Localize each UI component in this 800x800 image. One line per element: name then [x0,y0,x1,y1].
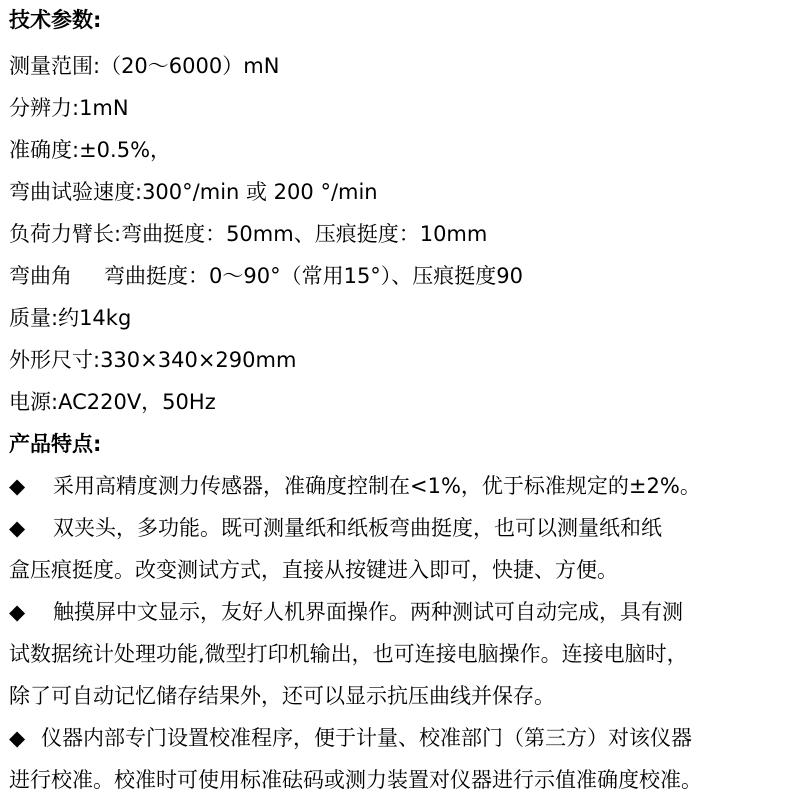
feature-item-1 [9,473,701,499]
feature-2-line-1: 双夹头，多功能。既可测量纸和纸板弯曲挺度，也可以测量纸和纸 [53,516,662,540]
spec-bend-angle [9,263,523,289]
spec-bend-speed: 弯曲试验速度:300°/min 或 200 °/min [9,180,378,204]
feature-3-line-2: 试数据统计处理功能,微型打印机输出，也可连接电脑操作。连接电脑时， [9,642,688,666]
feature-3-line-1: 触摸屏中文显示，友好人机界面操作。两种测试可自动完成，具有测 [53,600,683,624]
feature-3-line-3: 除了可自动记忆储存结果外，还可以显示抗压曲线并保存。 [9,684,555,708]
diamond-bullet-icon: ◆ [9,726,26,750]
spec-power: 电源:AC220V，50Hz [9,390,216,414]
spec-dimensions: 外形尺寸:330×340×290mm [9,348,297,372]
feature-item-2 [9,515,662,541]
spec-accuracy: 准确度:±0.5%， [9,138,172,162]
feature-4-line-1: 仪器内部专门设置校准程序，便于计量、校准部门（第三方）对该仪器 [41,726,692,750]
specs-heading: 技术参数: [9,8,102,32]
feature-item-4 [9,725,692,751]
feature-2-line-2: 盒压痕挺度。改变测试方式，直接从按键进入即可，快捷、方便。 [9,558,618,582]
diamond-bullet-icon: ◆ [9,600,26,624]
spec-bend-angle-label: 弯曲角 [9,264,72,288]
feature-4-line-2: 进行校准。校准时可使用标准砝码或测力装置对仪器进行示值准确度校准。 [9,768,702,792]
feature-item-3 [9,599,683,625]
spec-bend-angle-value: 弯曲挺度：0～90°（常用15°）、压痕挺度90 [104,264,524,288]
diamond-bullet-icon: ◆ [9,474,26,498]
spec-arm-length: 负荷力臂长:弯曲挺度：50mm、压痕挺度：10mm [9,222,488,246]
features-heading: 产品特点: [9,432,102,456]
feature-1-line-1: 采用高精度测力传感器，准确度控制在<1%，优于标准规定的±2%。 [53,474,701,498]
spec-measure-range: 测量范围:（20～6000）mN [9,54,280,78]
spec-mass: 质量:约14kg [9,306,132,330]
diamond-bullet-icon: ◆ [9,516,26,540]
spec-resolution: 分辨力:1mN [9,96,129,120]
